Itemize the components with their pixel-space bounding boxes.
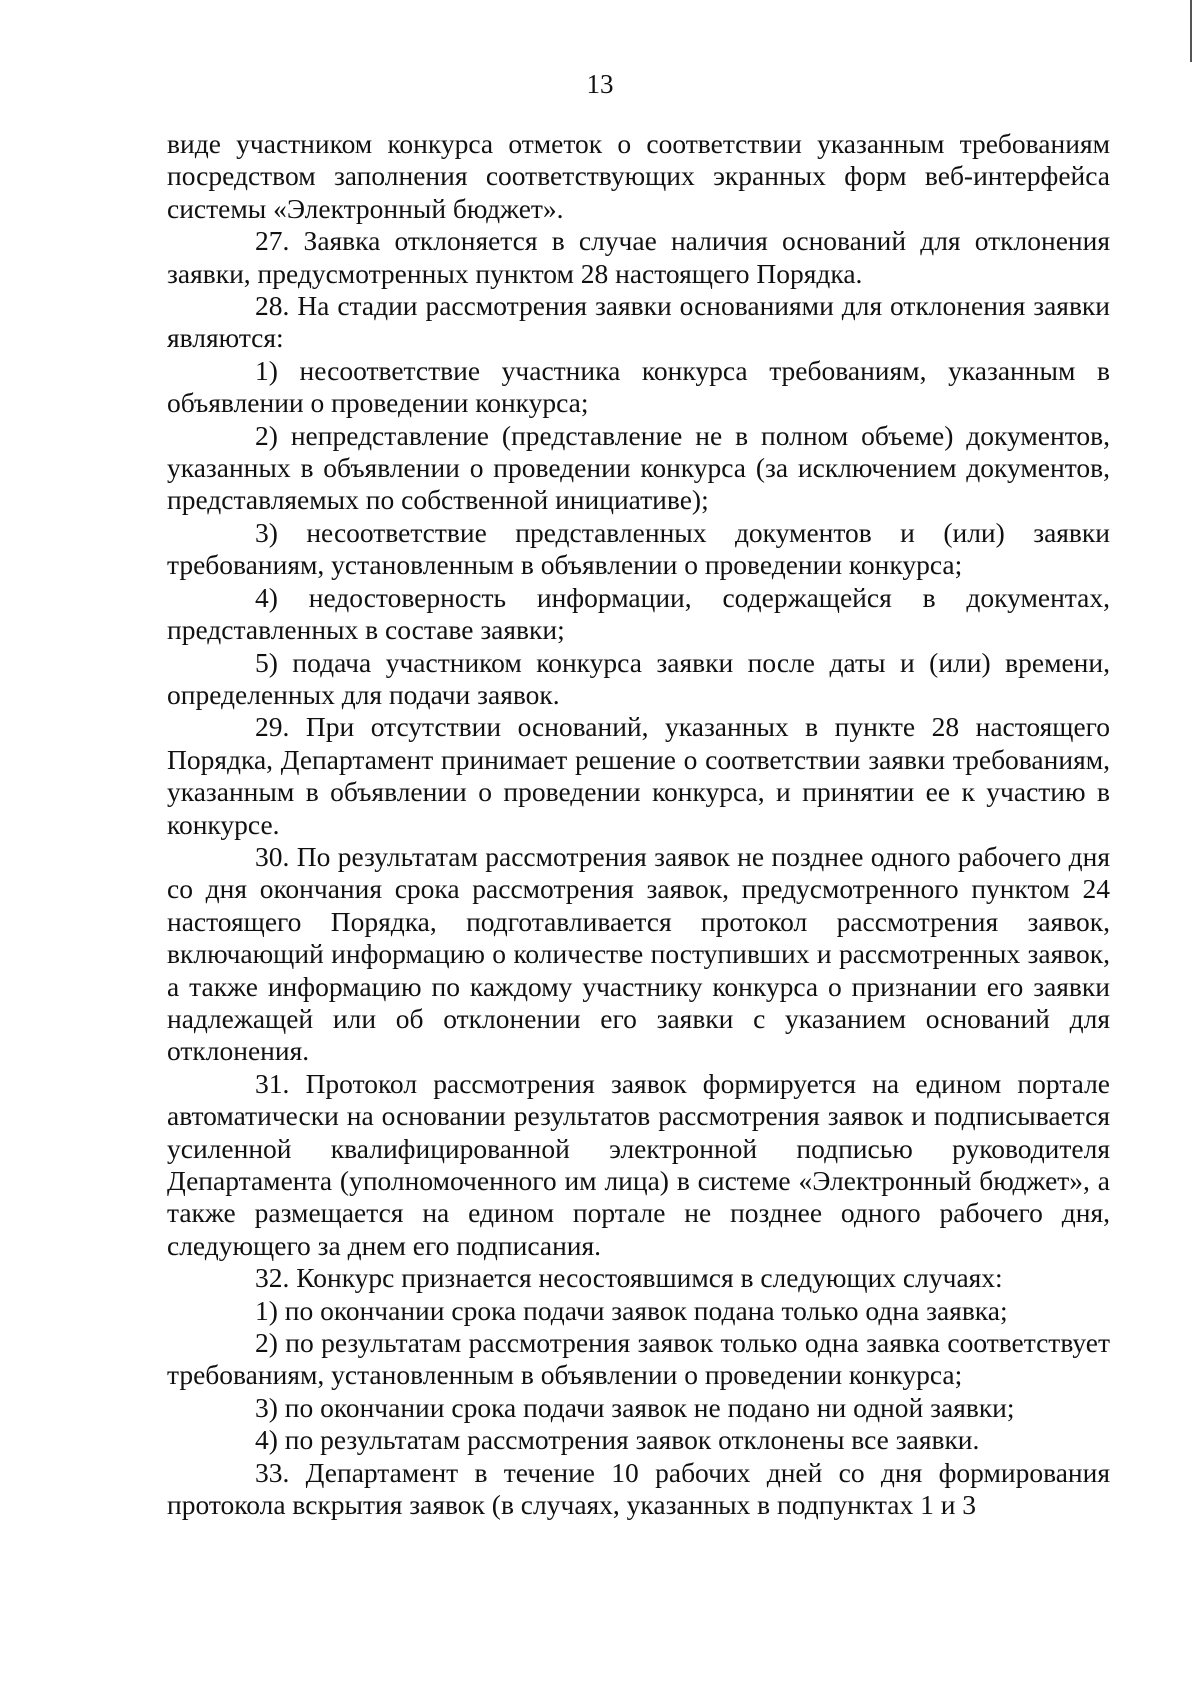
paragraph-28-item-2: 2) непредставление (представление не в полном объеме) документов, указанных в объявлении о проведении конкурса (за исключением документов, представляемых по собственной инициативе); (167, 419, 1110, 516)
paragraph-28-item-1: 1) несоответствие участника конкурса требованиям, указанным в объявлении о проведении конкурса; (167, 354, 1110, 419)
paragraph-28-item-3: 3) несоответствие представленных документов и (или) заявки требованиям, установленным в объявлении о проведении конкурса; (167, 516, 1110, 581)
paragraph-28-item-4: 4) недостоверность информации, содержащейся в документах, представленных в составе заявки; (167, 581, 1110, 646)
paragraph-30: 30. По результатам рассмотрения заявок не позднее одного рабочего дня со дня окончания срока рассмотрения заявок, предусмотренного пунктом 24 настоящего Порядка, подготавливается протокол рассмотрения заявок, включающий информацию о количестве поступивших и рассмотренных заявок, а также информацию по каждому участнику конкурса о признании его заявки надлежащей или об отклонении его заявки с указанием оснований для отклонения. (167, 840, 1110, 1067)
paragraph-28: 28. На стадии рассмотрения заявки основаниями для отклонения заявки являются: (167, 290, 1110, 354)
page-number: 13 (586, 69, 614, 99)
paragraph-32-item-4: 4) по результатам рассмотрения заявок отклонены все заявки. (255, 1424, 980, 1456)
paragraph-32-item-2: 2) по результатам рассмотрения заявок только одна заявка соответствует требованиям, установленным в объявлении о проведении конкурса; (167, 1327, 1110, 1391)
paragraph-27: 27. Заявка отклоняется в случае наличия оснований для отклонения заявки, предусмотренных пунктом 28 настоящего Порядка. (167, 225, 1110, 289)
document-body (167, 128, 1110, 1521)
scan-edge-line (1190, 0, 1192, 62)
paragraph-31: 31. Протокол рассмотрения заявок формируется на едином портале автоматически на основании результатов рассмотрения заявок и подписывается усиленной квалифицированной электронной подписью руководителя Департамента (уполномоченного им лица) в системе «Электронный бюджет», а также размещается на едином портале не позднее одного рабочего дня, следующего за днем его подписания. (167, 1067, 1110, 1261)
paragraph-continuation: виде участником конкурса отметок о соответствии указанным требованиям посредством заполнения соответствующих экранных форм веб-интерфейса системы «Электронный бюджет». (167, 128, 1110, 224)
paragraph-33: 33. Департамент в течение 10 рабочих дней со дня формирования протокола вскрытия заявок (в случаях, указанных в подпунктах 1 и 3 (167, 1456, 1110, 1521)
paragraph-29: 29. При отсутствии оснований, указанных в пункте 28 настоящего Порядка, Департамент принимает решение о соответствии заявки требованиям, указанным в объявлении о проведении конкурса, и принятии ее к участию в конкурсе. (167, 711, 1110, 840)
paragraph-32-item-1: 1) по окончании срока подачи заявок подана только одна заявка; (255, 1294, 1008, 1326)
paragraph-32: 32. Конкурс признается несостоявшимся в следующих случаях: (255, 1262, 1003, 1294)
paragraph-32-item-3: 3) по окончании срока подачи заявок не подано ни одной заявки; (255, 1391, 1015, 1423)
paragraph-28-item-5: 5) подача участником конкурса заявки после даты и (или) времени, определенных для подачи заявок. (167, 646, 1110, 710)
